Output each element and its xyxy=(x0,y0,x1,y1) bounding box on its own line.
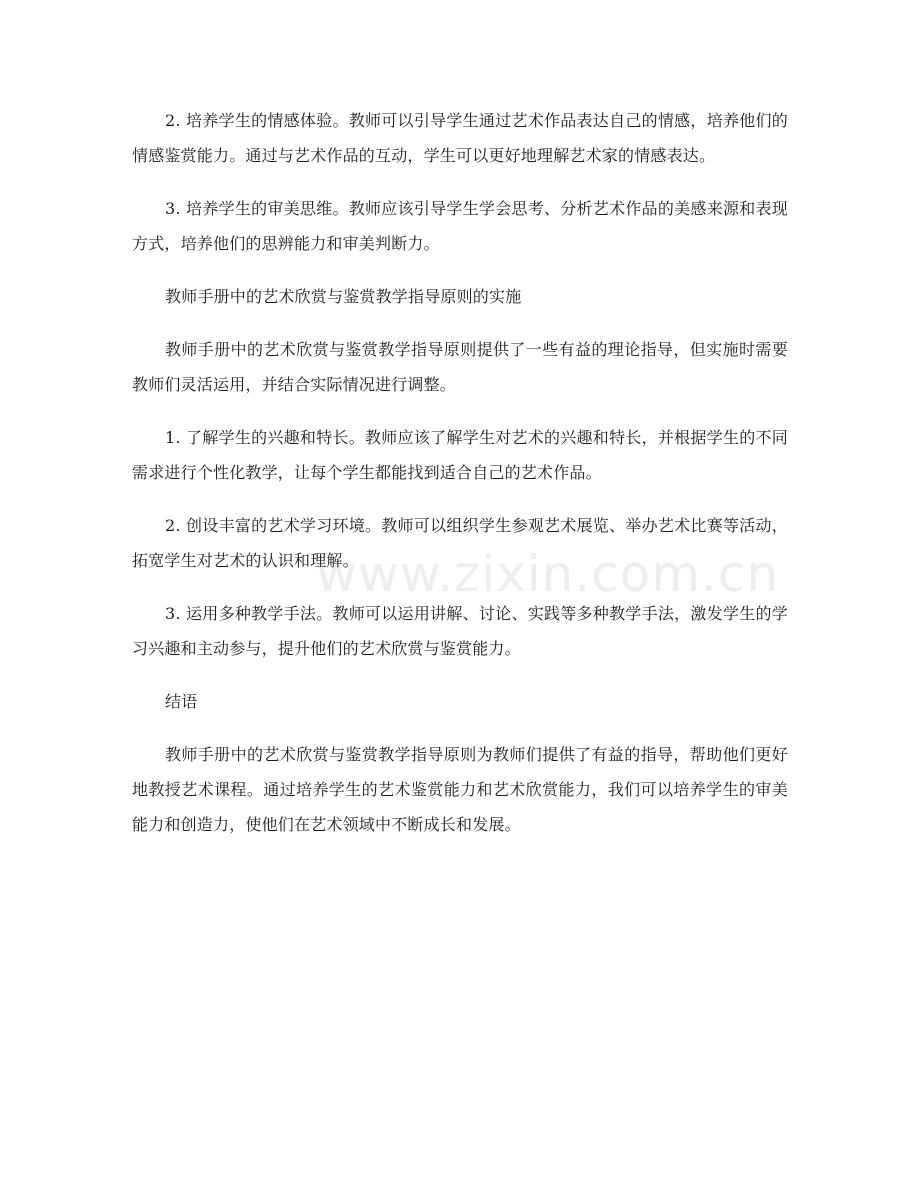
paragraph-emotional-experience: 2. 培养学生的情感体验。教师可以引导学生通过艺术作品表达自己的情感，培养他们的情感鉴赏能力。通过与艺术作品的互动，学生可以更好地理解艺术家的情感表达。 xyxy=(132,111,788,165)
section-heading-conclusion: 结语 xyxy=(165,692,198,711)
paragraph-understand-students: 1. 了解学生的兴趣和特长。教师应该了解学生对艺术的兴趣和特长，并根据学生的不同需求进行个性化教学，让每个学生都能找到适合自己的艺术作品。 xyxy=(132,428,788,482)
paragraph-teaching-methods: 3. 运用多种教学手法。教师可以运用讲解、讨论、实践等多种教学手法，激发学生的学习兴趣和主动参与，提升他们的艺术欣赏与鉴赏能力。 xyxy=(132,604,788,658)
paragraph-conclusion: 教师手册中的艺术欣赏与鉴赏教学指导原则为教师们提供了有益的指导，帮助他们更好地教授艺术课程。通过培养学生的艺术鉴赏能力和艺术欣赏能力，我们可以培养学生的审美能力和创造力，使他们在艺术领域中不断成长和发展。 xyxy=(132,745,788,834)
document-body xyxy=(132,103,788,842)
watermark: www.zixin.com.cn xyxy=(316,545,780,603)
section-heading-implementation: 教师手册中的艺术欣赏与鉴赏教学指导原则的实施 xyxy=(165,287,522,306)
paragraph-implementation-intro: 教师手册中的艺术欣赏与鉴赏教学指导原则提供了一些有益的理论指导，但实施时需要教师们灵活运用，并结合实际情况进行调整。 xyxy=(132,340,788,394)
paragraph-learning-environment: 2. 创设丰富的艺术学习环境。教师可以组织学生参观艺术展览、举办艺术比赛等活动，拓宽学生对艺术的认识和理解。 xyxy=(132,516,788,570)
paragraph-aesthetic-thinking: 3. 培养学生的审美思维。教师应该引导学生学会思考、分析艺术作品的美感来源和表现方式，培养他们的思辨能力和审美判断力。 xyxy=(132,199,788,253)
